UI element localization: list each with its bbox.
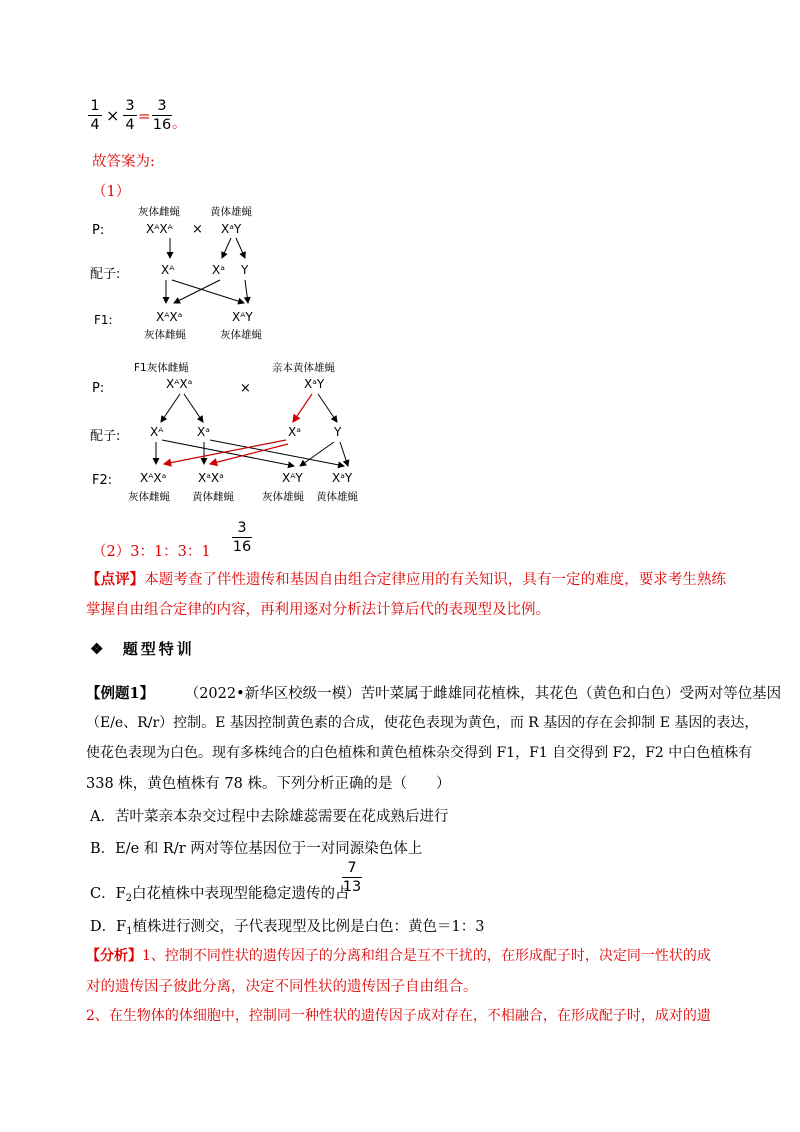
parent-female-name: 灰体雌蝇	[138, 206, 180, 218]
analysis-line-1	[86, 945, 711, 965]
p-label: P:	[92, 381, 105, 396]
fraction-3-16: 3 16	[152, 98, 172, 133]
arrow-female-g2	[184, 394, 203, 422]
p-label: P:	[92, 223, 105, 238]
option-c	[90, 882, 350, 904]
parent-male-name: 亲本黄体雄蝇	[272, 362, 335, 374]
arrow-g2-o1	[174, 280, 220, 303]
arrow-g4-o4	[340, 442, 348, 466]
offspring4-genotype: XᵃY	[332, 471, 353, 485]
cross-sign: ×	[240, 381, 251, 396]
arrow-male-g3	[293, 394, 312, 422]
part1-label: （1）	[92, 184, 131, 200]
example-line-4: 338 株，黄色植株有 78 株。下列分析正确的是（ ）	[86, 776, 451, 792]
gamete-male-y: Y	[241, 263, 249, 277]
example-line-1	[86, 682, 781, 703]
option-d-subscript: 1	[126, 926, 133, 937]
cross-diagram-2	[86, 356, 386, 508]
part2-fraction: 3 16	[232, 520, 252, 555]
option-c-text: 白花植株中表现型能稳定遗传的占	[132, 886, 350, 902]
offspring2-name: 灰体雄蝇	[220, 329, 262, 341]
arrow-male-gamete-a	[222, 238, 231, 258]
gamete-male-x: Xᵃ	[212, 263, 225, 277]
gamete-male-y: Y	[334, 425, 342, 439]
offspring2-genotype: XᵃXᵃ	[198, 471, 224, 485]
part2-answer: （2）3：1：3：1	[92, 544, 211, 560]
offspring2-genotype: XᴬY	[232, 310, 253, 324]
parent-female-name: F1灰体雌蝇	[134, 362, 189, 374]
comment-tag: 【点评】	[86, 571, 145, 588]
cross-diagram-1	[86, 200, 286, 348]
offspring3-genotype: XᴬY	[282, 471, 303, 485]
parent-male-genotype: XᵃY	[304, 377, 325, 391]
period: 。	[172, 116, 187, 132]
arrow-female-g1	[161, 394, 180, 422]
gamete-label: 配子:	[90, 429, 121, 444]
section-title	[90, 638, 195, 659]
f1-label: F1:	[94, 313, 113, 327]
analysis-line-3: 2、在生物体的体细胞中，控制同一种性状的遗传因子成对存在，不相融合，在形成配子时，成对的遗	[86, 1008, 711, 1024]
offspring1-genotype: XᴬXᵃ	[140, 471, 167, 485]
comment-text: 本题考查了伴性遗传和基因自由组合定律应用的有关知识，具有一定的难度，要求考生熟练掌握自由组合定律的内容，再利用逐对分析法计算后代的表现型及比例。	[86, 572, 726, 618]
option-c-prefix: C．F	[90, 886, 126, 902]
offspring1-genotype: XᴬXᵃ	[156, 310, 183, 324]
cross-sign: ×	[192, 222, 203, 237]
parent-male-name: 黄体雄蝇	[210, 206, 252, 218]
analysis-line-2: 对的遗传因子彼此分离，决定不同性状的遗传因子自由组合。	[86, 979, 478, 995]
arrow-g3-o2	[245, 280, 248, 303]
option-c-fraction: 7 13	[342, 860, 362, 895]
fraction-3-4: 3 4	[123, 98, 137, 133]
f2-label: F2:	[92, 473, 113, 488]
section-title-text: 题型特训	[122, 640, 195, 658]
offspring1-name: 灰体雌蝇	[128, 491, 170, 503]
option-d	[90, 915, 485, 937]
equals-sign: =	[138, 107, 151, 125]
parent-female-genotype: XᴬXᵃ	[166, 377, 193, 391]
times-sign: ×	[106, 106, 120, 125]
example-line-2: （E/e、R/r）控制。E 基因控制黄色素的合成，使花色表现为黄色，而 R 基因的存在会抑制 E 基因的表达，	[86, 715, 759, 731]
arrow-male-g4	[318, 394, 337, 422]
option-d-text: 植株进行测交，子代表现型及比例是白色：黄色＝1：3	[132, 919, 485, 935]
analysis-tag: 【分析】	[86, 948, 142, 964]
parent-male-genotype: XᵃY	[221, 222, 242, 236]
diamond-icon: ❖	[90, 640, 107, 658]
offspring3-name: 灰体雄蝇	[262, 491, 304, 503]
offspring4-name: 黄体雄蝇	[316, 491, 358, 503]
option-a: A．苦叶菜亲本杂交过程中去除雄蕊需要在花成熟后进行	[90, 809, 449, 825]
example-line1-rest: 苦叶菜属于雌雄同花植株，其花色（黄色和白色）受两对等位基因	[360, 686, 782, 702]
example-line-3: 使花色表现为白色。现有多株纯合的白色植株和黄色植株杂交得到 F1，F1 自交得到 F2，F2 中白色植株有	[86, 745, 753, 761]
arrow-g1-o2	[172, 280, 244, 303]
analysis-line1-text: 1、控制不同性状的遗传因子的分离和组合是互不干扰的，在形成配子时，决定同一性状的成	[142, 948, 711, 964]
gamete-female-b: Xᵃ	[197, 425, 210, 439]
arrow-male-gamete-y	[236, 238, 245, 258]
answer-header: 故答案为:	[92, 154, 155, 170]
gamete-male-x: Xᵃ	[288, 425, 301, 439]
comment-paragraph	[86, 565, 726, 625]
option-c-subscript: 2	[125, 893, 133, 904]
offspring1-name: 灰体雌蝇	[144, 329, 186, 341]
option-b: B．E/e 和 R/r 两对等位基因位于一对同源染色体上	[90, 841, 423, 857]
fraction-1-4: 1 4	[88, 98, 102, 133]
example-tag: 【例题1】	[86, 685, 155, 702]
gamete-label: 配子:	[90, 267, 121, 282]
example-source: （2022•新华区校级一模）	[184, 686, 361, 702]
parent-female-genotype: XᴬXᴬ	[146, 222, 173, 236]
offspring2-name: 黄体雌蝇	[192, 491, 234, 503]
option-d-prefix: D．F	[90, 919, 127, 935]
arrow-g4-o3	[300, 442, 334, 466]
gamete-female: Xᴬ	[161, 263, 175, 277]
gamete-female-a: Xᴬ	[150, 425, 164, 439]
